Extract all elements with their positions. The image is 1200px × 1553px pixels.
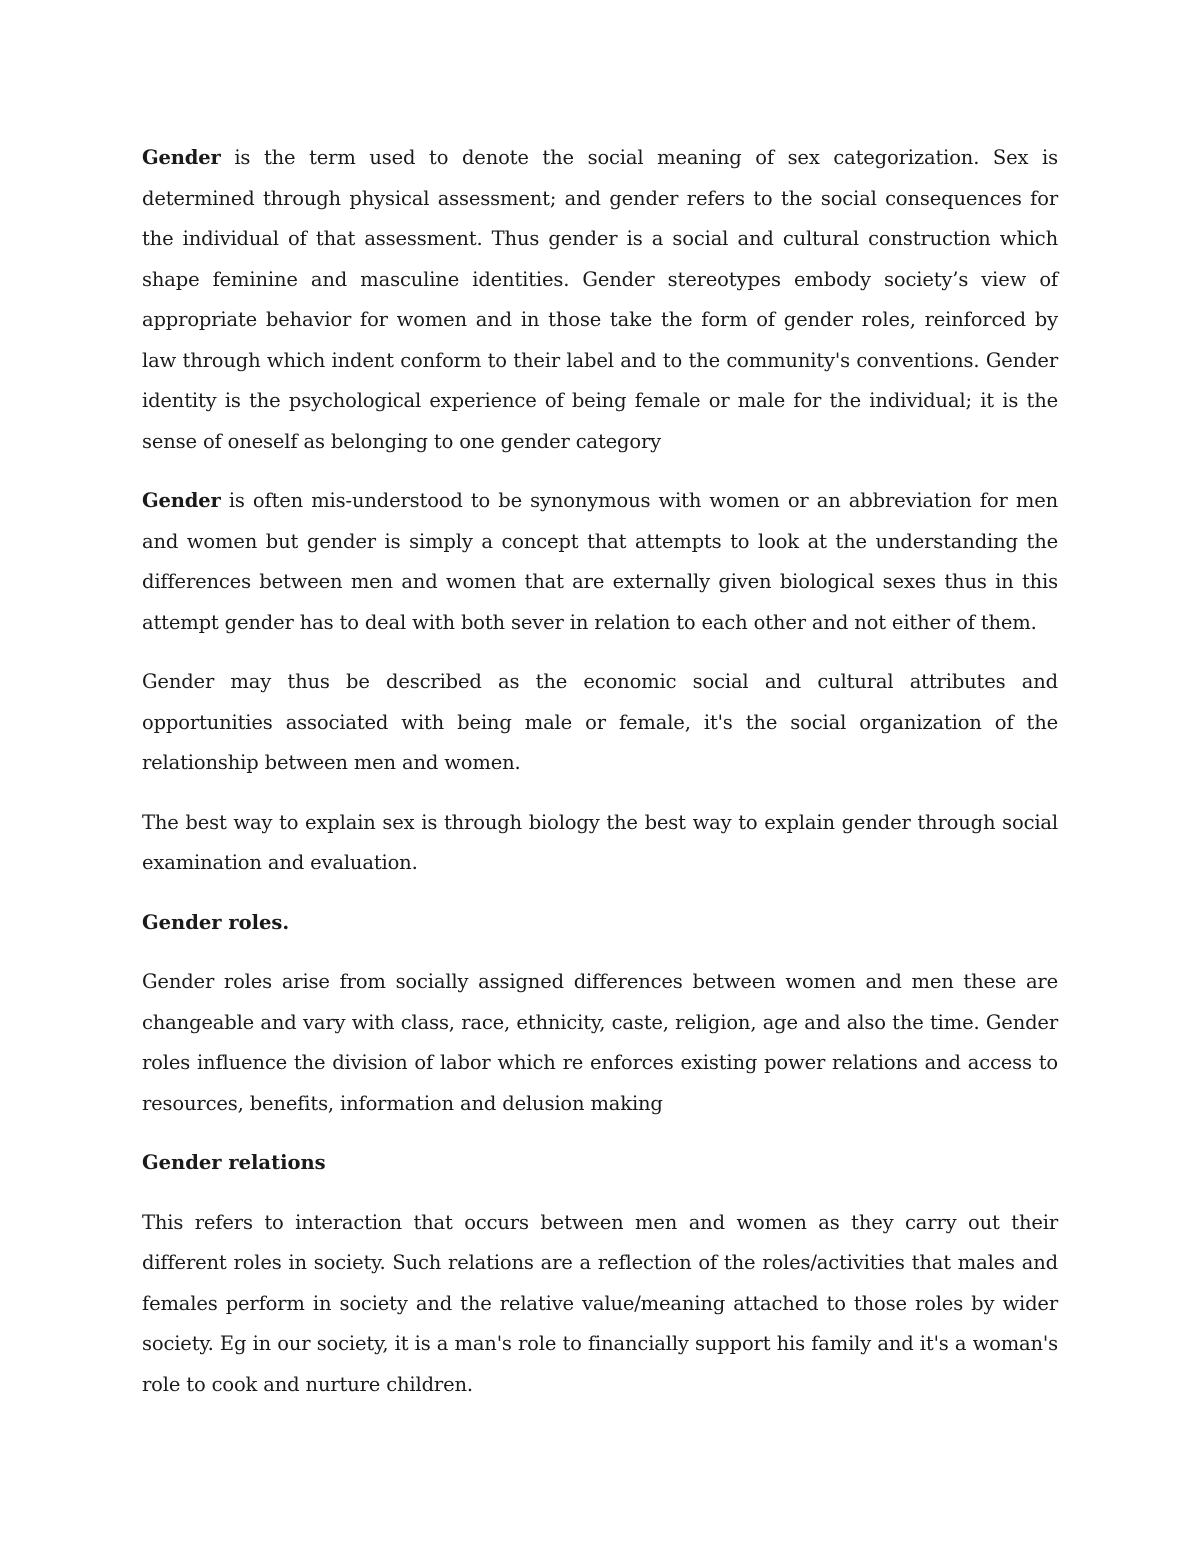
- paragraph-gender-definition: [142, 138, 1058, 462]
- paragraph-gender-described: Gender may thus be described as the economic social and cultural attributes and opportunities associated with being male or female, it's the social organization of the relationship between men and women.: [142, 670, 1058, 774]
- paragraph-gender-relations: This refers to interaction that occurs between men and women as they carry out their different roles in society. Such relations are a reflection of the roles/activities that males and females perform in society and the relative value/meaning attached to those roles by wider society. Eg in our society, it is a man's role to financially support his family and it's a woman's role to cook and nurture children.: [142, 1210, 1058, 1396]
- paragraph-text: is often mis-understood to be synonymous with women or an abbreviation for men and women but gender is simply a concept that attempts to look at the understanding the differences between men and women that are externally given biological sexes thus in this attempt gender has to deal with both sever in relation to each other and not either of them.: [142, 489, 1058, 634]
- paragraph-gender-misunderstood: [142, 481, 1058, 643]
- paragraph-text: is the term used to denote the social meaning of sex categorization. Sex is determined through physical assessment; and gender refers to the social consequences for the individual of that assessment. Thus gender is a social and cultural construction which shape feminine and masculine identities. Gender stereotypes embody society’s view of appropriate behavior for women and in those take the form of gender roles, reinforced by law through which indent conform to their label and to the community's conventions. Gender identity is the psychological experience of being female or male for the individual; it is the sense of oneself as belonging to one gender category: [142, 146, 1058, 453]
- paragraph-gender-roles: Gender roles arise from socially assigned differences between women and men these are changeable and vary with class, race, ethnicity, caste, religion, age and also the time. Gender roles influence the division of labor which re enforces existing power relations and access to resources, benefits, information and delusion making: [142, 970, 1058, 1115]
- paragraph-lead-term: Gender: [142, 489, 221, 512]
- paragraph-lead-term: Gender: [142, 146, 221, 169]
- paragraph-sex-vs-gender: The best way to explain sex is through biology the best way to explain gender through social examination and evaluation.: [142, 810, 1058, 874]
- document-body: [142, 138, 1058, 1424]
- heading-gender-roles: Gender roles.: [142, 910, 290, 934]
- heading-gender-relations: Gender relations: [142, 1151, 326, 1174]
